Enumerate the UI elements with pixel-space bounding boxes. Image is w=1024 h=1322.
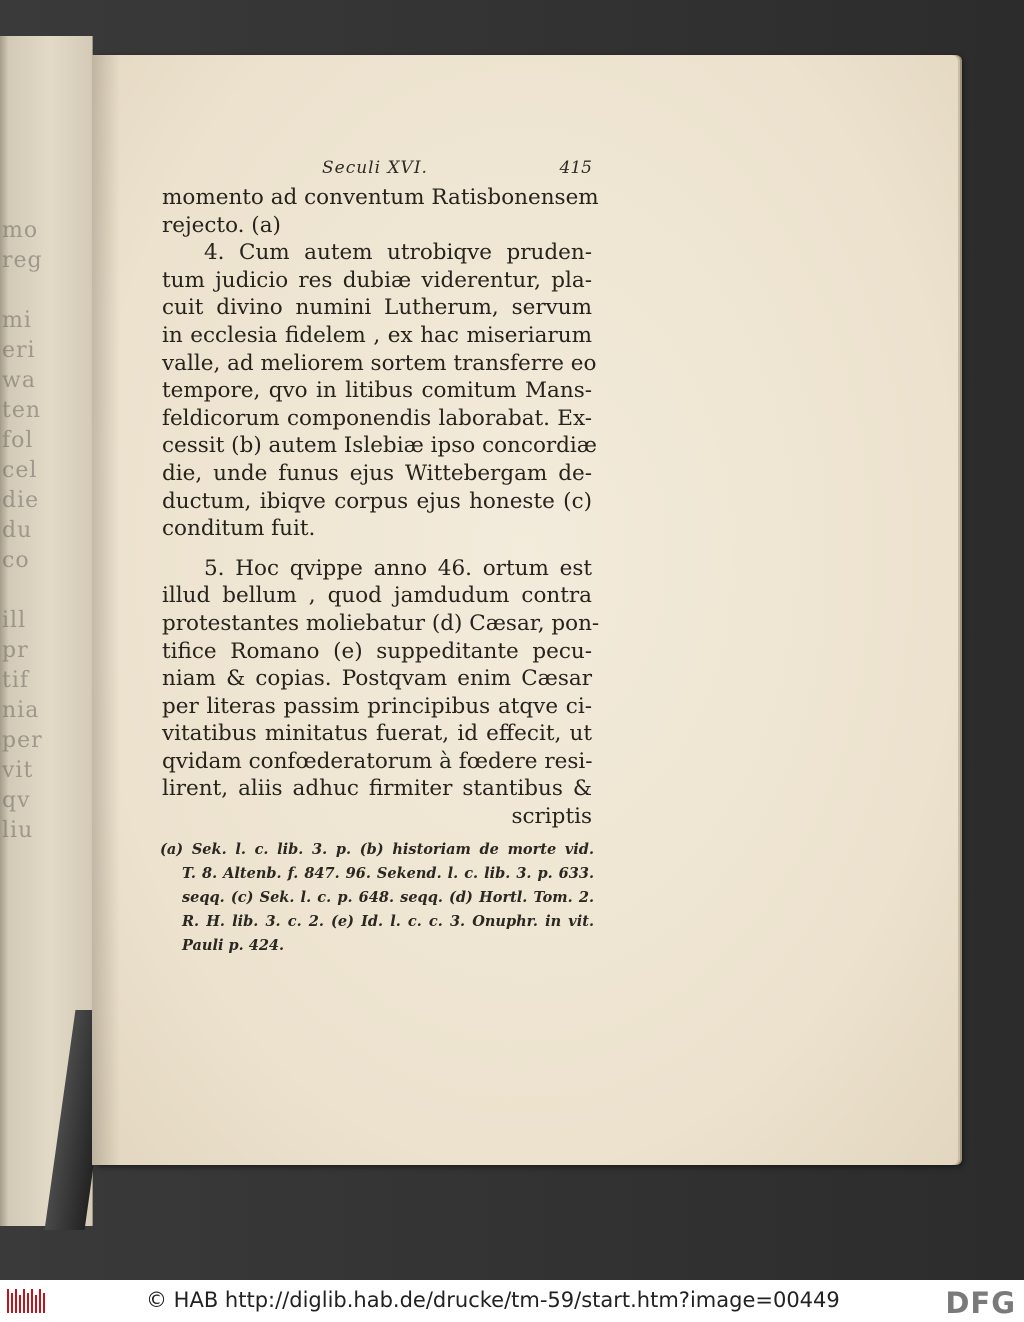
text-line: protestantes moliebatur (d) Cæsar, pon-: [162, 610, 600, 636]
text-line: cuit divino numini Lutherum, servum: [162, 295, 592, 321]
page-number: 415: [559, 158, 592, 178]
text-line: per literas passim principibus atqve ci-: [162, 693, 592, 719]
copyright-url: © HAB http://diglib.hab.de/drucke/tm-59/start.htm?image=00449: [146, 1288, 840, 1312]
dfg-logo: DFG: [945, 1286, 1016, 1320]
footnote-line: (a) Sek. l. c. lib. 3. p. (b) historiam de morte vid.: [160, 841, 594, 858]
footnote-line: seqq. (c) Sek. l. c. p. 648. seqq. (d) Hortl. Tom. 2.: [182, 889, 594, 906]
footnote-line: T. 8. Altenb. f. 847. 96. Sekend. l. c. lib. 3. p. 633.: [182, 865, 594, 882]
text-line: tum judicio res dubiæ viderentur, pla-: [162, 267, 592, 293]
paragraph-4-start: 4. Cum autem utrobiqve pruden-: [204, 240, 592, 266]
text-line: illud bellum , quod jamdudum contra: [162, 583, 592, 609]
text-line: feldicorum componendis laborabat. Ex-: [162, 405, 592, 431]
viewer-footer: [0, 1280, 1024, 1322]
main-text-block: [162, 184, 600, 831]
hab-logo-icon: [6, 1287, 48, 1315]
text-line: rejecto. (a): [162, 212, 281, 238]
text-line: tempore, qvo in litibus comitum Mans-: [162, 378, 592, 404]
text-line: lirent, aliis adhuc firmiter stantibus &: [162, 776, 592, 802]
text-line: tifice Romano (e) suppeditante pecu-: [162, 638, 592, 664]
page-gutter-shadow: [92, 55, 120, 1165]
left-page-partial-text: mo reg mi eri wa ten fol cel die du co ill pr tif nia per vit qv liu: [2, 218, 43, 843]
text-line: qvidam confœderatorum à fœdere resi-: [162, 748, 593, 774]
footnote-line: Pauli p. 424.: [182, 937, 285, 954]
text-line: momento ad conventum Ratisbonensem: [162, 185, 599, 210]
footnotes-block: [160, 838, 594, 958]
text-line: vitatibus minitatus fuerat, id effecit, ut: [162, 721, 592, 747]
running-title: Seculi XVI.: [322, 158, 428, 178]
text-line: cessit (b) autem Islebiæ ipso concordiæ: [162, 433, 598, 459]
text-line: valle, ad meliorem sortem transferre eo: [162, 350, 597, 376]
text-line: die, unde funus ejus Wittebergam de-: [162, 460, 592, 486]
footnote-line: R. H. lib. 3. c. 2. (e) Id. l. c. c. 3. Onuphr. in vit.: [182, 913, 594, 930]
catchword: scriptis: [511, 804, 592, 830]
text-line: ductum, ibiqve corpus ejus honeste (c): [162, 488, 592, 514]
text-line: in ecclesia fidelem , ex hac miseriarum: [162, 322, 592, 348]
text-line: conditum fuit.: [162, 516, 316, 542]
paragraph-5-start: 5. Hoc qvippe anno 46. ortum est: [204, 555, 592, 581]
text-line: niam & copias. Postqvam enim Cæsar: [162, 666, 592, 692]
